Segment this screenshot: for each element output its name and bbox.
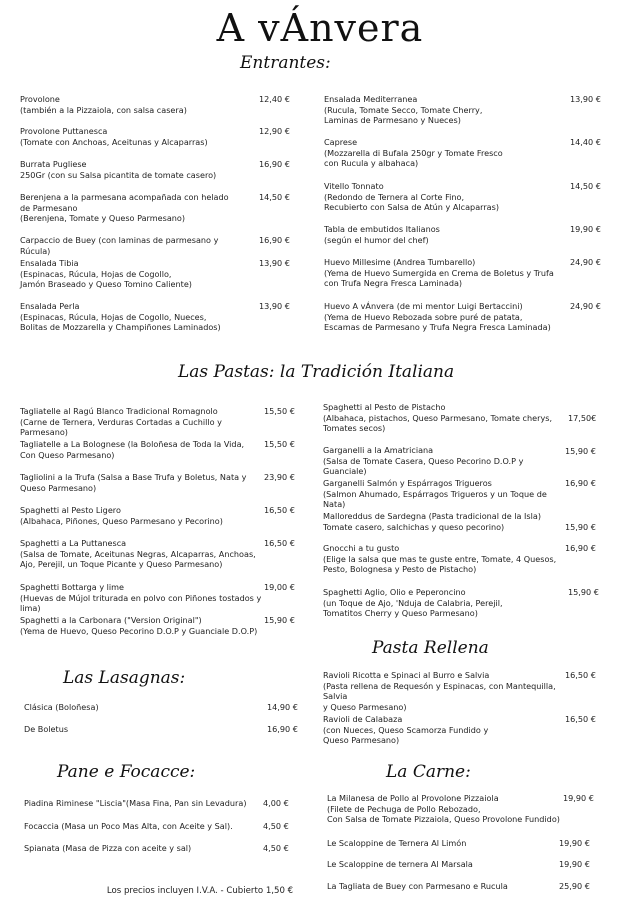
item-price: 14,40 € bbox=[570, 137, 601, 147]
menu-item bbox=[324, 137, 554, 169]
menu-item bbox=[20, 472, 260, 493]
menu-item bbox=[20, 159, 245, 180]
item-description: Spaghetti a la Carbonara ("Version Original") (Yema de Huevo, Queso Pecorino D.O.P y Guanciale D.O.P) bbox=[20, 615, 258, 636]
item-price: 13,90 € bbox=[570, 94, 601, 104]
item-description: Vitello Tonnato (Redondo de Ternera al Corte Fino, Recubierto con Salsa de Atún y Alcaparras) bbox=[324, 181, 500, 213]
item-description: Carpaccio de Buey (con laminas de parmesano y Rúcula) bbox=[20, 235, 219, 256]
item-description: Gnocchi a tu gusto (Elige la salsa que mas te guste entre, Tomate, 4 Quesos, Pesto, Bolognesa y Pesto de Pistacho) bbox=[323, 543, 557, 575]
menu-item bbox=[323, 714, 558, 746]
item-description: Malloreddus de Sardegna (Pasta tradicional de la Isla) Tomate casero, salchichas y queso pecorino) bbox=[323, 511, 542, 532]
item-price: 15,50 € bbox=[264, 439, 295, 449]
item-price: 16,50 € bbox=[565, 714, 596, 724]
item-price: 19,90 € bbox=[570, 224, 601, 234]
item-price: 24,90 € bbox=[570, 257, 601, 267]
menu-item bbox=[327, 859, 552, 870]
item-price: 19,90 € bbox=[563, 793, 594, 803]
menu-item bbox=[20, 192, 245, 224]
item-price: 14,50 € bbox=[570, 181, 601, 191]
menu-item bbox=[323, 511, 558, 532]
item-description: La Tagliata de Buey con Parmesano e Rucula bbox=[327, 881, 508, 891]
menu-item bbox=[323, 587, 558, 619]
item-description: Tagliatelle al Ragú Blanco Tradicional Romagnolo (Carne de Ternera, Verduras Cortadas a Cuchillo y Parmesano) bbox=[20, 406, 222, 438]
item-description: Spaghetti Bottarga y lime (Huevas de Mújol triturada en polvo con Piñones tostados y lima) bbox=[20, 582, 262, 614]
item-description: Spaghetti a La Puttanesca (Salsa de Tomate, Aceitunas Negras, Alcaparras, Anchoas, Ajo, Perejil, un Toque Picante y Queso Parmesano) bbox=[20, 538, 256, 570]
menu-item bbox=[323, 478, 558, 510]
menu-item bbox=[24, 798, 254, 809]
item-price: 15,90 € bbox=[565, 522, 596, 532]
menu-item bbox=[20, 94, 245, 115]
menu-item bbox=[323, 402, 553, 434]
menu-item bbox=[20, 406, 265, 438]
item-price: 16,90 € bbox=[267, 724, 298, 734]
item-description: Ensalada Tibia (Espinacas, Rúcula, Hojas de Cogollo, Jamón Braseado y Queso Tomino Caliente) bbox=[20, 258, 192, 290]
item-price: 15,90 € bbox=[264, 615, 295, 625]
item-description: Garganelli Salmón y Espárragos Trigueros (Salmon Ahumado, Espárragos Trigueros y un Toque de Nata) bbox=[323, 478, 547, 510]
item-price: 15,90 € bbox=[565, 446, 596, 456]
item-description: La Milanesa de Pollo al Provolone Pizzaiola (Filete de Pechuga de Pollo Rebozado, Con Salsa de Tomate Pizzaiola, Queso Provolone Fundido) bbox=[327, 793, 560, 825]
menu-item bbox=[20, 505, 260, 526]
menu-item bbox=[20, 301, 245, 333]
item-description: Huevo A vÁnvera (de mi mentor Luigi Bertaccini) (Yema de Huevo Rebozada sobre puré de patata, Escamas de Parmesano y Trufa Negra Fresca Laminada) bbox=[324, 301, 551, 333]
item-price: 15,90 € bbox=[568, 587, 599, 597]
item-price: 25,90 € bbox=[559, 881, 590, 891]
menu-item bbox=[20, 582, 265, 614]
item-description: Burrata Pugliese 250Gr (con su Salsa picantita de tomate casero) bbox=[20, 159, 217, 180]
item-description: Ravioli Ricotta e Spinaci al Burro e Salvia (Pasta rellena de Requesón y Espinacas, con Mantequilla, Salvia y Queso Parmesano) bbox=[323, 670, 556, 712]
item-price: 16,90 € bbox=[259, 159, 290, 169]
menu-item bbox=[20, 439, 260, 460]
item-description: Ensalada Mediterranea (Rucula, Tomate Secco, Tomate Cherry, Laminas de Parmesano y Nueces) bbox=[324, 94, 483, 126]
item-price: 12,90 € bbox=[259, 126, 290, 136]
menu-item bbox=[323, 445, 558, 477]
menu-item bbox=[20, 235, 245, 256]
item-description: Piadina Riminese "Liscia"(Masa Fina, Pan sin Levadura) bbox=[24, 798, 247, 808]
item-price: 19,00 € bbox=[264, 582, 295, 592]
item-description: Spianata (Masa de Pizza con aceite y sal) bbox=[24, 843, 192, 853]
item-description: Clásica (Boloñesa) bbox=[24, 702, 99, 712]
menu-item bbox=[24, 724, 224, 735]
item-price: 4,50 € bbox=[263, 843, 289, 853]
item-price: 13,90 € bbox=[259, 258, 290, 268]
item-price: 4,50 € bbox=[263, 821, 289, 831]
item-description: Provolone Puttanesca (Tomate con Anchoas, Aceitunas y Alcaparras) bbox=[20, 126, 208, 147]
item-price: 19,90 € bbox=[559, 838, 590, 848]
menu-item bbox=[20, 258, 245, 290]
menu-item bbox=[324, 301, 559, 333]
menu-item bbox=[324, 257, 559, 289]
item-price: 12,40 € bbox=[259, 94, 290, 104]
item-description: Focaccia (Masa un Poco Mas Alta, con Aceite y Sal). bbox=[24, 821, 233, 831]
item-price: 15,50 € bbox=[264, 406, 295, 416]
menu-item bbox=[24, 702, 224, 713]
item-description: Tabla de embutidos Italianos (según el humor del chef) bbox=[324, 224, 440, 245]
item-price: 17,50€ bbox=[568, 413, 597, 423]
section-heading-pastas: Las Pastas: la Tradición Italiana bbox=[178, 362, 455, 382]
item-price: 24,90 € bbox=[570, 301, 601, 311]
menu-item bbox=[20, 615, 260, 636]
item-description: De Boletus bbox=[24, 724, 69, 734]
item-price: 23,90 € bbox=[264, 472, 295, 482]
item-price: 14,50 € bbox=[259, 192, 290, 202]
item-price: 16,90 € bbox=[259, 235, 290, 245]
footer-note: Los precios incluyen I.V.A. - Cubierto 1,50 € bbox=[106, 886, 294, 896]
item-description: Huevo Millesime (Andrea Tumbarello) (Yema de Huevo Sumergida en Crema de Boletus y Trufa con Trufa Negra Fresca Laminada) bbox=[324, 257, 554, 289]
menu-item bbox=[24, 821, 254, 832]
item-price: 16,50 € bbox=[264, 505, 295, 515]
item-price: 16,90 € bbox=[565, 543, 596, 553]
item-description: Ensalada Perla (Espinacas, Rúcula, Hojas de Cogollo, Nueces, Bolitas de Mozzarella y Champiñones Laminados) bbox=[20, 301, 221, 333]
item-description: Ravioli de Calabaza (con Nueces, Queso Scamorza Fundido y Queso Parmesano) bbox=[323, 714, 489, 746]
section-heading-la-carne: La Carne: bbox=[386, 762, 471, 782]
item-price: 4,00 € bbox=[263, 798, 289, 808]
menu-item bbox=[20, 126, 245, 147]
restaurant-title: A vÁnvera bbox=[216, 6, 424, 50]
menu-item bbox=[24, 843, 254, 854]
item-description: Provolone (también a la Pizzaiola, con salsa casera) bbox=[20, 94, 187, 115]
menu-item bbox=[20, 538, 260, 570]
menu-item bbox=[327, 838, 552, 849]
section-heading-entrantes: Entrantes: bbox=[240, 53, 331, 73]
section-heading-lasagnas: Las Lasagnas: bbox=[63, 668, 186, 688]
item-price: 16,90 € bbox=[565, 478, 596, 488]
menu-item bbox=[324, 224, 554, 245]
menu-item bbox=[323, 543, 558, 575]
item-description: Le Scaloppine de ternera Al Marsala bbox=[327, 859, 473, 869]
item-description: Spaghetti Aglio, Olio e Peperoncino (un Toque de Ajo, 'Nduja de Calabria, Perejil, Tomatitos Cherry y Queso Parmesano) bbox=[323, 587, 503, 619]
item-description: Berenjena a la parmesana acompañada con helado de Parmesano (Berenjena, Tomate y Queso Parmesano) bbox=[20, 192, 229, 224]
item-price: 14,90 € bbox=[267, 702, 298, 712]
section-heading-pane-e-focacce: Pane e Focacce: bbox=[57, 762, 196, 782]
item-description: Caprese (Mozzarella di Bufala 250gr y Tomate Fresco con Rucula y albahaca) bbox=[324, 137, 503, 169]
item-price: 19,90 € bbox=[559, 859, 590, 869]
item-price: 13,90 € bbox=[259, 301, 290, 311]
menu-item bbox=[323, 670, 563, 712]
item-description: Garganelli a la Amatriciana (Salsa de Tomate Casera, Queso Pecorino D.O.P y Guanciale) bbox=[323, 445, 524, 477]
item-description: Le Scaloppine de Ternera Al Limón bbox=[327, 838, 467, 848]
menu-item bbox=[324, 94, 554, 126]
section-heading-pasta-rellena: Pasta Rellena bbox=[372, 638, 489, 658]
item-description: Spaghetti al Pesto Ligero (Albahaca, Piñones, Queso Parmesano y Pecorino) bbox=[20, 505, 223, 526]
item-description: Tagliatelle a La Bolognese (la Boloñesa de Toda la Vida, Con Queso Parmesano) bbox=[20, 439, 245, 460]
item-price: 16,50 € bbox=[264, 538, 295, 548]
menu-item bbox=[327, 793, 562, 825]
item-description: Tagliolini a la Trufa (Salsa a Base Trufa y Boletus, Nata y Queso Parmesano) bbox=[20, 472, 247, 493]
menu-item bbox=[324, 181, 554, 213]
item-price: 16,50 € bbox=[565, 670, 596, 680]
item-description: Spaghetti al Pesto de Pistacho (Albahaca, pistachos, Queso Parmesano, Tomate cherys, Tomates secos) bbox=[323, 402, 553, 434]
